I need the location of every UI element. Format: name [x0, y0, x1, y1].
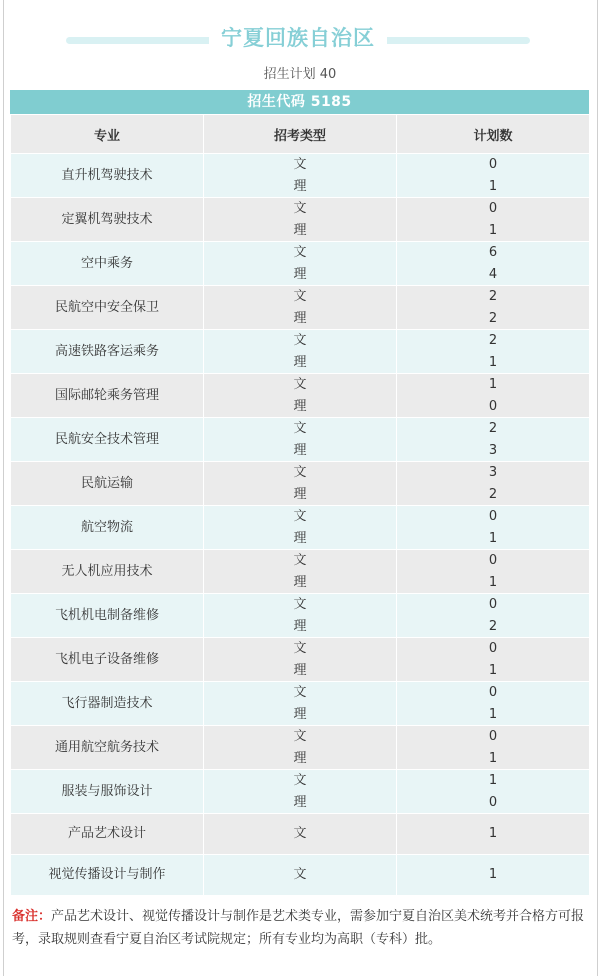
major-cell: 产品艺术设计: [11, 814, 204, 855]
plan-count-value: 0: [488, 597, 498, 612]
exam-type-value: 理: [293, 486, 307, 502]
exam-type-value: 文: [293, 157, 307, 172]
table-row: [11, 550, 590, 594]
plan-count-value: 1: [488, 826, 498, 842]
exam-type-cell: [204, 154, 397, 198]
exam-type-value: 理: [293, 354, 307, 370]
table-row: [11, 682, 590, 726]
header-major: 专业: [11, 115, 204, 154]
major-cell: 飞机电子设备维修: [11, 638, 204, 682]
plan-count-cell: [397, 462, 590, 506]
plan-count-cell: [397, 855, 590, 896]
plan-count-cell: [397, 330, 590, 374]
exam-type-cell: [204, 550, 397, 594]
plan-count-value: 0: [488, 509, 498, 524]
plan-count-value: 1: [488, 222, 498, 238]
table-row: [11, 286, 590, 330]
plan-count-cell: [397, 286, 590, 330]
exam-type-value: 理: [293, 398, 307, 414]
plan-count-cell: [397, 682, 590, 726]
plan-count-value: 1: [488, 178, 498, 194]
exam-type-value: 理: [293, 530, 307, 546]
plan-count-value: 3: [488, 442, 498, 458]
exam-type-cell: [204, 506, 397, 550]
exam-type-value: 理: [293, 618, 307, 634]
region-title: [66, 22, 530, 52]
exam-type-cell: [204, 594, 397, 638]
table-row: [11, 418, 590, 462]
header-exam-type: 招考类型: [204, 115, 397, 154]
major-cell: 视觉传播设计与制作: [11, 855, 204, 896]
exam-type-value: 文: [293, 289, 307, 304]
exam-type-cell: [204, 286, 397, 330]
plan-count-cell: [397, 638, 590, 682]
plan-count-value: 2: [488, 310, 498, 326]
exam-type-value: 文: [293, 773, 307, 788]
table-row: [11, 462, 590, 506]
plan-count-value: 0: [488, 398, 498, 414]
exam-type-value: 文: [293, 553, 307, 568]
major-cell: 服装与服饰设计: [11, 770, 204, 814]
plan-count-value: 1: [488, 773, 498, 788]
major-cell: 民航运输: [11, 462, 204, 506]
exam-type-value: 文: [293, 729, 307, 744]
exam-type-value: 文: [293, 377, 307, 392]
plan-count-value: 3: [488, 465, 498, 480]
major-cell: 民航安全技术管理: [11, 418, 204, 462]
region-title-text: 宁夏回族自治区: [209, 26, 387, 50]
table-row: [11, 638, 590, 682]
exam-type-value: 文: [293, 509, 307, 524]
plan-total: 招生计划 40: [263, 67, 337, 82]
major-cell: 定翼机驾驶技术: [11, 198, 204, 242]
plan-count-cell: [397, 154, 590, 198]
page-border-left: [3, 0, 4, 976]
plan-count-value: 0: [488, 685, 498, 700]
exam-type-cell: [204, 682, 397, 726]
remark-text: 产品艺术设计、视觉传播设计与制作是艺术类专业，需参加宁夏自治区美术统考并合格方可报考，录取规则查看宁夏自治区考试院规定；所有专业均为高职（专科）批。: [12, 909, 585, 947]
major-cell: 民航空中安全保卫: [11, 286, 204, 330]
plan-count-value: 1: [488, 750, 498, 766]
remark-label: 备注：: [12, 909, 52, 924]
plan-count-value: 4: [488, 266, 498, 282]
plan-count-cell: [397, 770, 590, 814]
plan-count-value: 0: [488, 794, 498, 810]
major-cell: 航空物流: [11, 506, 204, 550]
table-row: [11, 814, 590, 855]
table-row: [11, 726, 590, 770]
exam-type-cell: [204, 814, 397, 855]
table-row: [11, 242, 590, 286]
exam-type-value: 理: [293, 222, 307, 238]
exam-type-value: 文: [293, 685, 307, 700]
plan-count-cell: [397, 418, 590, 462]
header-plan-count: 计划数: [397, 115, 590, 154]
table-row: [11, 506, 590, 550]
exam-type-value: 文: [293, 826, 307, 842]
exam-type-cell: [204, 330, 397, 374]
exam-type-cell: [204, 726, 397, 770]
plan-count-cell: [397, 198, 590, 242]
exam-type-cell: [204, 374, 397, 418]
page-border-right: [597, 0, 598, 976]
exam-type-value: 理: [293, 706, 307, 722]
major-cell: 无人机应用技术: [11, 550, 204, 594]
exam-type-value: 理: [293, 442, 307, 458]
plan-count-cell: [397, 814, 590, 855]
plan-count-value: 0: [488, 729, 498, 744]
plan-count-cell: [397, 550, 590, 594]
plan-count-value: 2: [488, 289, 498, 304]
plan-count-value: 2: [488, 333, 498, 348]
exam-type-value: 文: [293, 245, 307, 260]
remark: [12, 905, 590, 951]
plan-count-cell: [397, 726, 590, 770]
exam-type-value: 文: [293, 641, 307, 656]
exam-type-cell: [204, 242, 397, 286]
plan-count-value: 0: [488, 157, 498, 172]
major-cell: 直升机驾驶技术: [11, 154, 204, 198]
exam-type-value: 文: [293, 867, 307, 883]
major-cell: 高速铁路客运乘务: [11, 330, 204, 374]
plan-count-value: 1: [488, 377, 498, 392]
plan-count-value: 2: [488, 421, 498, 436]
table-row: [11, 770, 590, 814]
exam-type-value: 理: [293, 750, 307, 766]
plan-count-value: 0: [488, 201, 498, 216]
region-header: [66, 22, 530, 58]
enrollment-plan-table: [10, 114, 590, 896]
exam-type-value: 文: [293, 201, 307, 216]
major-cell: 飞行器制造技术: [11, 682, 204, 726]
enrollment-code-bar: 招生代码 5185: [10, 90, 589, 114]
plan-count-value: 1: [488, 706, 498, 722]
plan-count-value: 2: [488, 486, 498, 502]
exam-type-value: 理: [293, 662, 307, 678]
plan-count-value: 2: [488, 618, 498, 634]
major-cell: 国际邮轮乘务管理: [11, 374, 204, 418]
exam-type-cell: [204, 418, 397, 462]
plan-count-cell: [397, 594, 590, 638]
table-row: [11, 855, 590, 896]
exam-type-cell: [204, 638, 397, 682]
exam-type-value: 理: [293, 310, 307, 326]
exam-type-value: 文: [293, 597, 307, 612]
table-header-row: [11, 115, 590, 154]
plan-count-value: 1: [488, 574, 498, 590]
exam-type-value: 理: [293, 178, 307, 194]
plan-count-value: 1: [488, 662, 498, 678]
plan-count-value: 0: [488, 553, 498, 568]
exam-type-cell: [204, 462, 397, 506]
exam-type-cell: [204, 198, 397, 242]
exam-type-value: 理: [293, 574, 307, 590]
exam-type-cell: [204, 770, 397, 814]
plan-count-cell: [397, 506, 590, 550]
exam-type-value: 理: [293, 266, 307, 282]
major-cell: 通用航空航务技术: [11, 726, 204, 770]
table-row: [11, 374, 590, 418]
table-row: [11, 594, 590, 638]
table-row: [11, 330, 590, 374]
major-cell: 空中乘务: [11, 242, 204, 286]
exam-type-cell: [204, 855, 397, 896]
major-cell: 飞机机电制备维修: [11, 594, 204, 638]
table-row: [11, 198, 590, 242]
plan-count-value: 1: [488, 354, 498, 370]
plan-count-value: 1: [488, 867, 498, 883]
plan-count-value: 6: [488, 245, 498, 260]
plan-count-cell: [397, 374, 590, 418]
exam-type-value: 文: [293, 465, 307, 480]
exam-type-value: 理: [293, 794, 307, 810]
plan-count-value: 1: [488, 530, 498, 546]
exam-type-value: 文: [293, 333, 307, 348]
plan-count-value: 0: [488, 641, 498, 656]
plan-count-cell: [397, 242, 590, 286]
exam-type-value: 文: [293, 421, 307, 436]
table-body: [11, 154, 590, 896]
table-row: [11, 154, 590, 198]
